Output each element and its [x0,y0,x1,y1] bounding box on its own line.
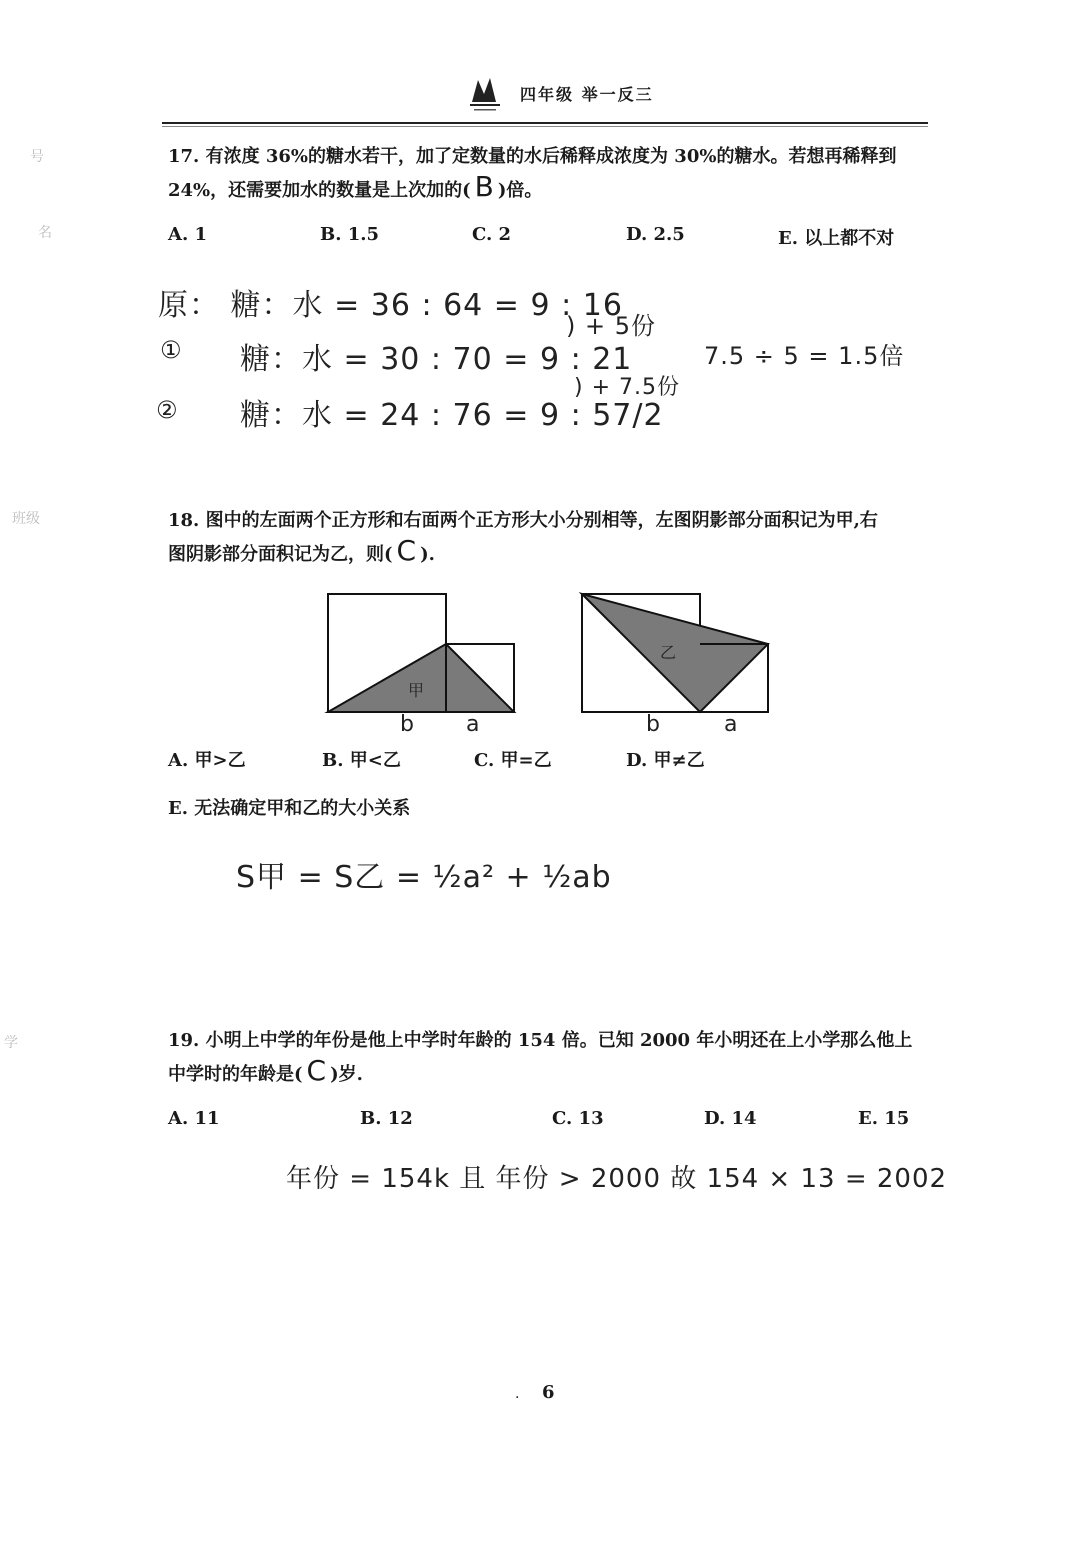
q18-option-b: B. 甲<乙 [322,750,401,771]
q18-option-e: E. 无法确定甲和乙的大小关系 [168,798,411,819]
q17-work-mark1: ① [160,336,183,364]
q19-option-d: D. 14 [704,1108,757,1129]
q17-work-brace2: ) + 7.5份 [574,375,680,400]
header-title: 四年级 举一反三 [520,85,654,104]
q18-work: S甲 = S乙 = ½a² + ½ab [236,860,612,895]
q19-option-b: B. 12 [360,1108,413,1129]
q19-option-e: E. 15 [858,1108,910,1129]
page-header [440,72,680,116]
q18-left-side-a: a [466,712,480,737]
footer-dot: . [515,1386,520,1402]
q17-answer: B [474,170,494,203]
q17-text-line1: 有浓度 36%的糖水若干，加了定数量的水后稀释成浓度为 30%的糖水。若想再稀释到 [205,146,897,167]
q17-text-line2-post: )倍。 [497,180,543,201]
page-number: 6 [542,1382,555,1403]
q18-label-jia: 甲 [408,681,425,700]
q17-option-c: C. 2 [472,224,512,245]
q17-work-mark2: ② [156,396,179,424]
margin-mark-1: 号 [30,149,44,165]
q18-left-side-b: b [400,712,414,737]
q17-number: 17. [168,146,200,167]
q17-option-a: A. 1 [168,224,208,245]
q17-text-line2-pre: 24%，还需要加水的数量是上次加的( [168,180,471,201]
q17-work-line2: 糖：水 = 30 : 70 = 9 : 21 [240,342,633,377]
header-divider [162,122,928,124]
q17-option-b: B. 1.5 [320,224,380,245]
margin-mark-2: 名 [38,225,52,241]
q17-work-brace1: ) + 5份 [566,312,656,340]
q19-text-line2-pre: 中学时的年龄是( [168,1064,303,1085]
margin-mark-4: 学 [4,1035,18,1051]
q17-work-line1: 原： 糖：水 = 36 : 64 = 9 : 16 [158,288,623,323]
logo-icon [460,72,510,116]
q17-option-d: D. 2.5 [626,224,685,245]
q19-option-a: A. 11 [168,1108,220,1129]
q18-answer: C [396,534,417,567]
q18-number: 18. [168,510,200,531]
q19-option-c: C. 13 [552,1108,604,1129]
q18-text-line1: 图中的左面两个正方形和右面两个正方形大小分别相等，左图阴影部分面积记为甲,右 [205,510,878,531]
q18-option-d: D. 甲≠乙 [626,750,705,771]
q18-right-side-b: b [646,712,660,737]
header-divider-thin [162,126,928,127]
q17-option-e: E. 以上都不对 [778,228,895,249]
q19-number: 19. [168,1030,200,1051]
q17-stem [168,142,928,206]
q18-text-line2-post: ). [420,544,435,565]
q19-answer: C [306,1054,327,1087]
q19-stem [168,1026,938,1090]
q18-option-c: C. 甲=乙 [474,750,552,771]
margin-mark-3: 班级 [12,511,40,527]
q17-work-result: 7.5 ÷ 5 = 1.5倍 [704,342,905,370]
q19-text-line2-post: )岁. [330,1064,363,1085]
q18-option-a: A. 甲>乙 [168,750,246,771]
q17-work-line3: 糖：水 = 24 : 76 = 9 : 57/2 [240,398,664,433]
q18-label-yi: 乙 [660,643,677,662]
q18-right-side-a: a [724,712,738,737]
q18-stem [168,506,928,570]
q18-text-line2-pre: 图阴影部分面积记为乙，则( [168,544,393,565]
q19-text-line1: 小明上中学的年份是他上中学时年龄的 154 倍。已知 2000 年小明还在上小学那么他上 [205,1030,913,1051]
q19-work: 年份 = 154k 且 年份 > 2000 故 154 × 13 = 2002 [286,1164,948,1194]
